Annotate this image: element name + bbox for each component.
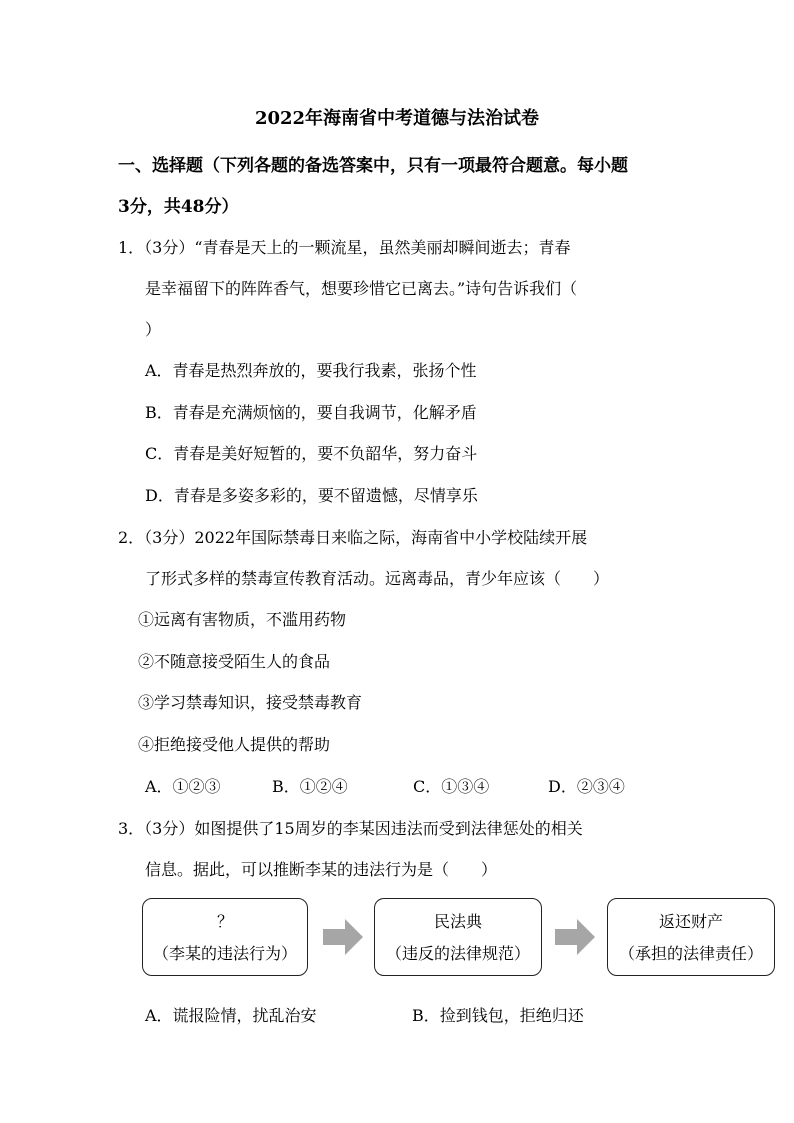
- q1-stem: 1．（3分）“青春是天上的一颗流星，虽然美丽却瞬间逝去；青春: [118, 238, 571, 257]
- q2-item-4: ④拒绝接受他人提供的帮助: [138, 735, 331, 754]
- q1-option-a: A．青春是热烈奔放的，要我行我素，张扬个性: [145, 361, 477, 380]
- q2-option-a: A．①②③: [145, 777, 221, 796]
- flow-box-law-title: 民法典: [433, 912, 482, 931]
- q1-stem-end: ）: [145, 320, 162, 339]
- q3-option-a: A．谎报险情，扰乱治安: [145, 1006, 317, 1025]
- q1-option-d: D．青春是多姿多彩的，要不留遗憾，尽情享乐: [145, 486, 478, 505]
- q3-stem-cont: 信息。据此，可以推断李某的违法行为是（ ）: [145, 860, 498, 879]
- q2-stem-cont: 了形式多样的禁毒宣传教育活动。远离毒品，青少年应该（ ）: [145, 569, 610, 588]
- flow-box-law: [374, 898, 542, 976]
- q2-option-b: B．①②④: [272, 777, 348, 796]
- q2-item-1: ①远离有害物质，不滥用药物: [138, 610, 347, 629]
- q2-option-c: C．①③④: [413, 777, 490, 796]
- flow-box-behavior-title: ？: [216, 912, 233, 931]
- section-heading-cont: 3分，共48分）: [118, 197, 239, 217]
- flow-box-liability-title: 返还财产: [658, 912, 723, 931]
- q2-option-d: D．②③④: [548, 777, 625, 796]
- q3-stem: 3．（3分）如图提供了15周岁的李某因违法而受到法律惩处的相关: [118, 819, 583, 838]
- q1-option-b: B．青春是充满烦恼的，要自我调节，化解矛盾: [145, 403, 477, 422]
- page-title: 2022年海南省中考道德与法治试卷: [254, 108, 540, 129]
- flow-box-liability: [607, 898, 775, 976]
- flow-box-behavior-label: （李某的违法行为）: [152, 944, 297, 963]
- q2-stem: 2．（3分）2022年国际禁毒日来临之际，海南省中小学校陆续开展: [118, 528, 588, 547]
- q1-option-c: C．青春是美好短暂的，要不负韶华，努力奋斗: [145, 444, 478, 463]
- q2-item-3: ③学习禁毒知识，接受禁毒教育: [138, 693, 363, 712]
- q2-item-2: ②不随意接受陌生人的食品: [138, 652, 331, 671]
- flow-box-behavior: [142, 898, 308, 976]
- q3-option-b: B．捡到钱包，拒绝归还: [412, 1006, 584, 1025]
- q1-stem-cont: 是幸福留下的阵阵香气，想要珍惜它已离去。”诗句告诉我们（: [145, 279, 578, 298]
- section-heading: 一、选择题（下列各题的备选答案中，只有一项最符合题意。每小题: [118, 156, 628, 176]
- flow-arrow-icon: [323, 919, 363, 955]
- flow-box-liability-label: （承担的法律责任）: [618, 944, 763, 963]
- flow-arrow-icon: [555, 919, 595, 955]
- flow-box-law-label: （违反的法律规范）: [385, 944, 530, 963]
